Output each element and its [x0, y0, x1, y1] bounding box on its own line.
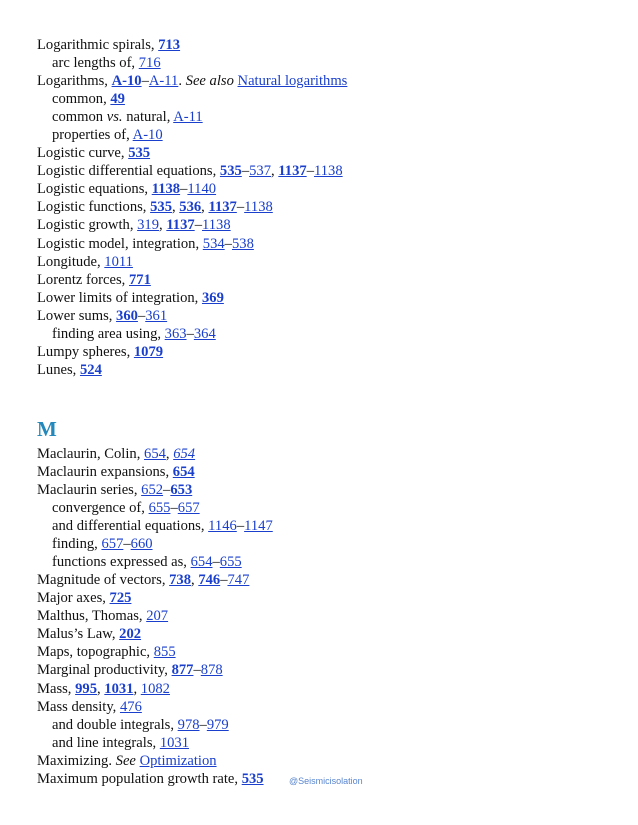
index-entry [37, 361, 617, 379]
entry-text: Logistic curve, [37, 145, 129, 162]
index-subentry [37, 499, 617, 517]
page-reference-link[interactable]: 364 [193, 325, 216, 342]
page-reference-link[interactable]: 1137 [208, 199, 237, 216]
entry-text: Magnitude of vectors, [37, 572, 170, 589]
page-reference-link[interactable]: 202 [119, 626, 142, 643]
entry-text: , [271, 163, 279, 180]
page-reference-link[interactable]: 537 [249, 163, 271, 180]
page-reference-link[interactable]: 534 [202, 235, 225, 252]
page-reference-link[interactable]: 49 [110, 91, 125, 108]
entry-text: and double integrals, [52, 716, 178, 733]
page-reference-link[interactable]: 1137 [166, 217, 195, 234]
page-reference-link[interactable]: 1140 [187, 181, 217, 198]
entry-text: – [193, 662, 201, 679]
page-reference-link[interactable]: 654 [144, 445, 166, 462]
page-reference-link[interactable]: 878 [200, 662, 223, 679]
page-reference-link[interactable]: 877 [171, 662, 194, 679]
entry-text: – [141, 73, 149, 90]
page-reference-link[interactable]: 535 [219, 163, 242, 180]
entry-text: – [220, 572, 228, 589]
entry-text: , [201, 199, 209, 216]
page-reference-link[interactable]: 652 [141, 481, 164, 498]
page-reference-link[interactable]: 747 [227, 572, 250, 589]
entry-text: Lower sums, [37, 307, 117, 324]
page-reference-link[interactable]: 1011 [104, 253, 133, 270]
index-subentry [37, 517, 617, 535]
index-entry [37, 698, 617, 716]
page-reference-link[interactable]: 1031 [104, 680, 134, 697]
index-entry [37, 72, 617, 90]
entry-text: Maximizing. [37, 752, 116, 769]
index-group-m [37, 445, 617, 788]
page-reference-link[interactable]: 655 [148, 500, 171, 517]
entry-text: arc lengths of, [52, 55, 139, 72]
index-subentry [37, 325, 617, 343]
page-reference-link[interactable]: 207 [146, 608, 169, 625]
page-reference-link[interactable]: 1147 [244, 518, 273, 535]
index-subentry [37, 553, 617, 571]
page-reference-link[interactable]: 855 [153, 644, 176, 661]
index-entry [37, 607, 617, 625]
entry-text: Lorentz forces, [37, 271, 129, 288]
entry-text: , [159, 217, 167, 234]
index-entry [37, 216, 617, 234]
page-reference-link[interactable]: 738 [169, 572, 192, 589]
index-entry [37, 198, 617, 216]
page-reference-link[interactable]: 979 [206, 716, 229, 733]
entry-text: – [123, 536, 131, 553]
index-page [37, 36, 617, 788]
index-entry [37, 144, 617, 162]
entry-text: Lunes, [37, 361, 80, 378]
page-reference-link[interactable]: 713 [158, 37, 181, 53]
entry-text: – [212, 554, 220, 571]
index-subentry [37, 54, 617, 72]
page-reference-link[interactable]: 1082 [140, 680, 170, 697]
index-subentry [37, 90, 617, 108]
index-entry [37, 481, 617, 499]
index-entry [37, 463, 617, 481]
entry-text: natural, [122, 109, 174, 126]
page-reference-link[interactable]: 363 [164, 325, 187, 342]
entry-text: , [97, 680, 105, 697]
page-reference-link[interactable]: 1138 [202, 217, 231, 234]
entry-text: Major axes, [37, 590, 110, 607]
page-reference-link[interactable]: 657 [101, 536, 124, 553]
entry-text: – [236, 518, 245, 535]
index-entry [37, 180, 617, 198]
entry-text: Malthus, Thomas, [37, 608, 147, 625]
watermark-text: @Seismicisolation [289, 776, 363, 786]
page-reference-link[interactable]: 655 [219, 554, 242, 571]
entry-text: , [191, 572, 199, 589]
entry-text: convergence of, [52, 500, 149, 517]
entry-text: and differential equations, [52, 518, 209, 535]
index-subentry [37, 108, 617, 126]
entry-text: – [163, 481, 171, 498]
entry-text: . [178, 73, 186, 90]
page-reference-link[interactable]: 361 [145, 307, 168, 324]
index-entry [37, 253, 617, 271]
page-reference-link[interactable]: 319 [137, 217, 160, 234]
section-letter-heading: M [37, 416, 57, 441]
entry-text: , [165, 445, 174, 462]
page-reference-link[interactable]: 476 [119, 698, 142, 715]
index-entry [37, 307, 617, 325]
index-entry [37, 625, 617, 643]
entry-text: and line integrals, [52, 734, 160, 751]
entry-text: , [133, 680, 141, 697]
entry-text: – [170, 500, 178, 517]
entry-text: Maclaurin series, [37, 481, 142, 498]
entry-text: , [171, 199, 180, 216]
italic-text: See [115, 752, 136, 769]
page-reference-link[interactable]: 535 [241, 770, 264, 787]
entry-text: – [236, 199, 245, 216]
index-entry [37, 589, 617, 607]
entry-text: Logistic equations, [37, 181, 152, 198]
entry-text: Lower limits of integration, [37, 289, 202, 306]
entry-text: Maclaurin expansions, [37, 463, 173, 480]
page-reference-link[interactable]: A-11 [173, 109, 203, 126]
page-reference-link[interactable]: 535 [128, 145, 151, 162]
entry-text: Malus’s Law, [37, 626, 120, 643]
index-subentry [37, 535, 617, 553]
page-reference-link[interactable]: Optimization [139, 752, 217, 769]
entry-text: Logistic functions, [37, 199, 151, 216]
page-reference-link[interactable]: 771 [128, 271, 151, 288]
entry-text: – [199, 716, 207, 733]
page-reference-link[interactable]: 746 [198, 572, 221, 589]
page-reference-link[interactable]: A-11 [148, 73, 179, 90]
index-entry [37, 343, 617, 361]
entry-text: – [186, 325, 194, 342]
entry-text: Maps, topographic, [37, 644, 154, 661]
page-reference-link[interactable]: 1137 [278, 163, 307, 180]
italic-text: See also [185, 73, 234, 90]
page-reference-link[interactable]: A-10 [132, 127, 163, 144]
index-entry [37, 643, 617, 661]
index-entry [37, 289, 617, 307]
entry-text: common, [52, 91, 111, 108]
page-reference-link[interactable]: 725 [109, 590, 132, 607]
page-reference-link[interactable]: 660 [130, 536, 153, 553]
index-subentry [37, 716, 617, 734]
entry-text: – [180, 181, 188, 198]
entry-text: Mass, [37, 680, 76, 697]
entry-text: Logistic differential equations, [37, 163, 220, 180]
entry-text: Logarithmic spirals, [37, 37, 159, 53]
page-reference-link[interactable]: 1031 [159, 734, 189, 751]
index-group-l [37, 36, 617, 379]
entry-text: Logistic model, integration, [37, 235, 203, 252]
index-entry [37, 36, 617, 54]
index-entry [37, 445, 617, 463]
entry-text: – [241, 163, 250, 180]
index-entry [37, 752, 617, 770]
page-reference-link[interactable]: 1138 [313, 163, 343, 180]
entry-text: – [224, 235, 232, 252]
page-reference-link[interactable]: Natural logarithms [237, 73, 348, 90]
page-reference-link[interactable]: A-10 [111, 73, 142, 90]
page-reference-link[interactable]: 1138 [244, 199, 273, 216]
page-reference-link[interactable]: 1138 [151, 181, 181, 198]
entry-text: finding, [52, 536, 102, 553]
page-reference-link[interactable]: 1079 [133, 343, 164, 360]
entry-text: Marginal productivity, [37, 662, 172, 679]
page-reference-link[interactable]: 654 [172, 463, 195, 480]
entry-text: functions expressed as, [52, 554, 191, 571]
entry-text: Mass density, [37, 698, 120, 715]
page-reference-link[interactable]: 535 [150, 199, 172, 216]
entry-text: Lumpy spheres, [37, 343, 134, 360]
entry-text: finding area using, [52, 325, 165, 342]
entry-text: Logarithms, [37, 73, 112, 90]
page-reference-link[interactable]: 657 [177, 500, 200, 517]
page-reference-link[interactable]: 360 [116, 307, 138, 324]
page-reference-link[interactable]: 995 [75, 680, 97, 697]
index-subentry [37, 734, 617, 752]
entry-text: Maclaurin, Colin, [37, 445, 145, 462]
entry-text: – [194, 217, 202, 234]
entry-text: – [137, 307, 146, 324]
entry-text: – [306, 163, 314, 180]
entry-text: properties of, [52, 127, 133, 144]
entry-text: Logistic growth, [37, 217, 138, 234]
page-reference-link[interactable]: 536 [179, 199, 202, 216]
entry-text: Longitude, [37, 253, 105, 270]
entry-text: common [52, 109, 107, 126]
index-subentry [37, 126, 617, 144]
entry-text: Maximum population growth rate, [37, 770, 242, 787]
page-reference-link[interactable]: 654 [173, 445, 196, 462]
page-reference-link[interactable]: 978 [177, 716, 200, 733]
index-entry [37, 661, 617, 679]
italic-text: vs. [106, 109, 123, 126]
page-reference-link[interactable]: 524 [79, 361, 102, 378]
page-reference-link[interactable]: 538 [231, 235, 254, 252]
index-entry [37, 571, 617, 589]
index-entry [37, 235, 617, 253]
page-reference-link[interactable]: 716 [138, 55, 161, 72]
index-entry [37, 680, 617, 698]
page-reference-link[interactable]: 369 [201, 289, 224, 306]
page-reference-link[interactable]: 653 [170, 481, 193, 498]
page-reference-link[interactable]: 654 [190, 554, 213, 571]
index-entry [37, 271, 617, 289]
index-entry [37, 162, 617, 180]
page-reference-link[interactable]: 1146 [208, 518, 237, 535]
